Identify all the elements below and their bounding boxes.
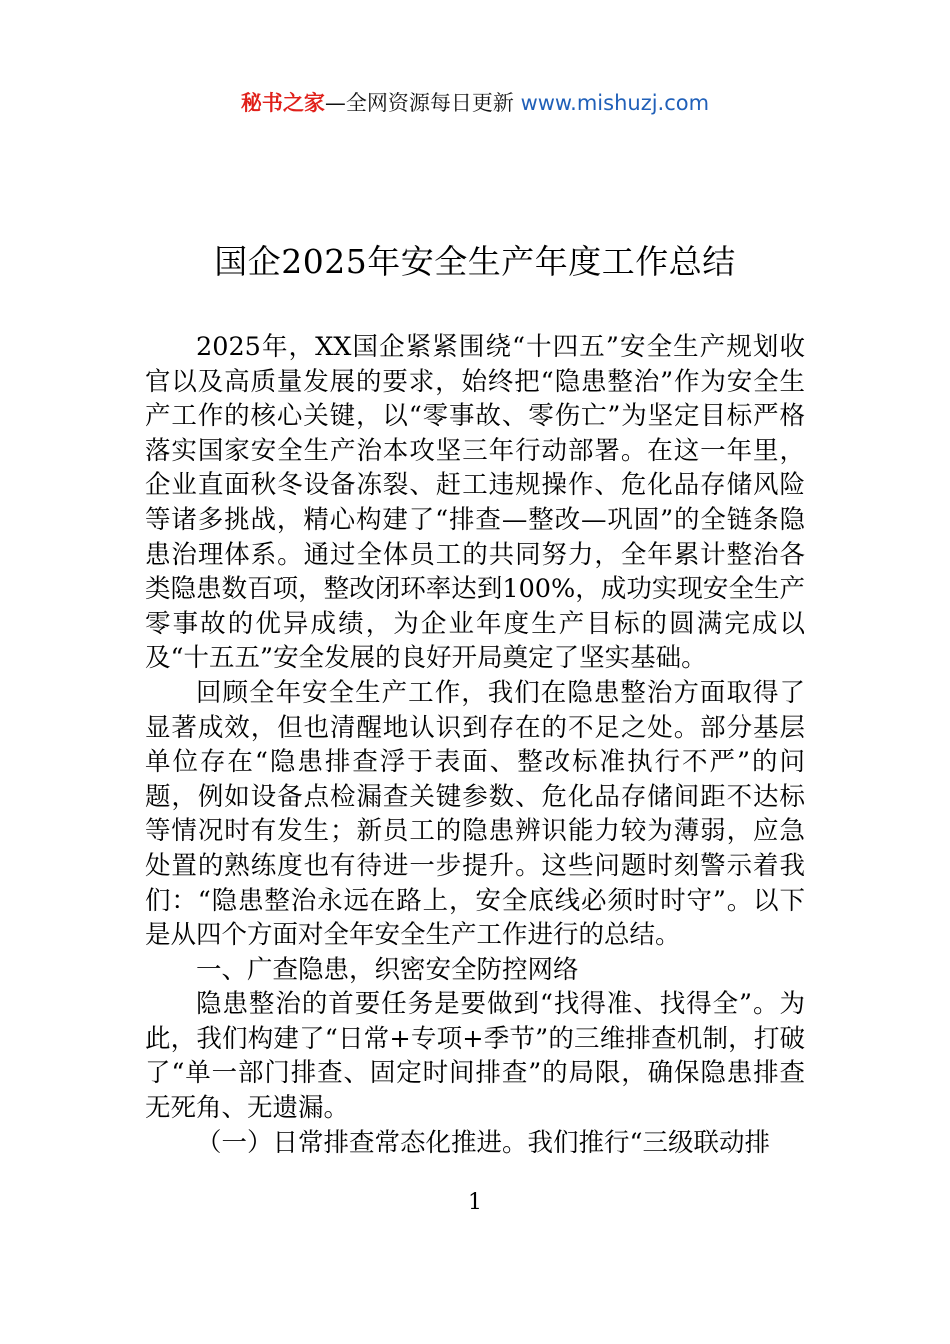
review-paragraph: 回顾全年安全生产工作，我们在隐患整治方面取得了显著成效，但也清醒地认识到存在的不足之处。部分基层单位存在“隐患排查浮于表面、整改标准执行不严”的问题，例如设备点检漏查关键参数、危化品存储间距不达标等情况时有发生；新员工的隐患辨识能力较为薄弱，应急处置的熟练度也有待进一步提升。这些问题时刻警示着我们：“隐患整治永远在路上，安全底线必须时时守”。以下是从四个方面对全年安全生产工作进行的总结。 — [145, 677, 805, 951]
document-title: 国企2025年安全生产年度工作总结 — [214, 242, 736, 281]
site-header — [0, 88, 950, 118]
intro-paragraph: 2025年，XX国企紧紧围绕“十四五”安全生产规划收官以及高质量发展的要求，始终把“隐患整治”作为安全生产工作的核心关键，以“零事故、零伤亡”为坚定目标严格落实国家安全生产治本攻坚三年行动部署。在这一年里，企业直面秋冬设备冻裂、赶工违规操作、危化品存储风险等诸多挑战，精心构建了“排查—整改—巩固”的全链条隐患治理体系。通过全体员工的共同努力，全年累计整治各类隐患数百项，整改闭环率达到100%，成功实现安全生产零事故的优异成绩，为企业年度生产目标的圆满完成以及“十五五”安全发展的良好开局奠定了坚实基础。 — [145, 332, 805, 674]
section-paragraph: 隐患整治的首要任务是要做到“找得准、找得全”。为此，我们构建了“日常+专项+季节”的三维排查机制，打破了“单一部门排查、固定时间排查”的局限，确保隐患排查无死角、无遗漏。 — [145, 989, 805, 1124]
subsection-paragraph: （一）日常排查常态化推进。我们推行“三级联动排 — [196, 1127, 771, 1158]
site-url[interactable]: www.mishuzj.com — [520, 91, 710, 115]
section-heading: 一、广查隐患，织密安全防控网络 — [196, 954, 579, 985]
page-number: 1 — [468, 1190, 482, 1215]
brand-name: 秘书之家 — [240, 91, 325, 115]
site-tagline: —全网资源每日更新 — [324, 91, 514, 115]
document-body — [145, 330, 805, 1160]
